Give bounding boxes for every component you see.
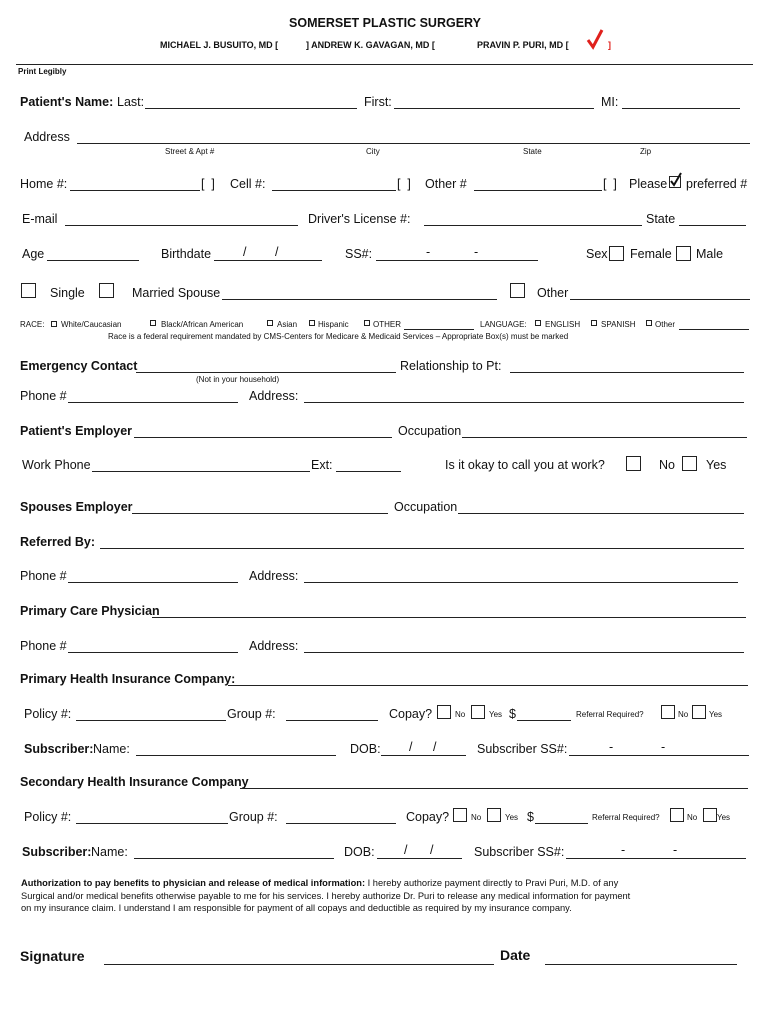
white-label: White/Caucasian: [61, 320, 122, 329]
secondary-ref-no-checkbox[interactable]: [670, 808, 684, 822]
referred-address-field[interactable]: [304, 582, 738, 583]
hispanic-checkbox[interactable]: [309, 320, 315, 326]
female-checkbox[interactable]: [609, 246, 624, 261]
primary-copay-label: Copay?: [389, 707, 433, 721]
primary-policy-field[interactable]: [76, 720, 226, 721]
secondary-subscriber-label: Subscriber:: [22, 845, 92, 859]
race-other-field[interactable]: [404, 329, 474, 330]
age-field[interactable]: [47, 260, 139, 261]
signature-field[interactable]: [104, 964, 494, 965]
secondary-policy-field[interactable]: [76, 823, 228, 824]
secondary-sub-ss-field[interactable]: [566, 858, 746, 859]
referred-address-label: Address:: [249, 569, 299, 583]
referred-phone-field[interactable]: [68, 582, 238, 583]
city-hint: City: [366, 147, 380, 156]
secondary-group-label: Group #:: [229, 810, 278, 824]
birthdate-field[interactable]: [214, 260, 322, 261]
preferred-label: preferred #: [686, 177, 748, 191]
secondary-dob-sep1: /: [404, 843, 408, 857]
ss-label: SS#:: [345, 247, 373, 261]
doctor-gavagan: ] ANDREW K. GAVAGAN, MD [: [306, 40, 435, 50]
work-phone-field[interactable]: [92, 471, 310, 472]
married-checkbox[interactable]: [99, 283, 114, 298]
race-other-checkbox[interactable]: [364, 320, 370, 326]
english-label: ENGLISH: [545, 320, 581, 329]
emergency-address-field[interactable]: [304, 402, 744, 403]
check-icon: [669, 172, 683, 188]
primary-dob-label: DOB:: [350, 742, 381, 756]
work-phone-label: Work Phone: [22, 458, 91, 472]
doctor-busuito: MICHAEL J. BUSUITO, MD [: [160, 40, 279, 50]
email-field[interactable]: [65, 225, 298, 226]
doctor-puri: PRAVIN P. PURI, MD [: [477, 40, 569, 50]
secondary-ins-label: Secondary Health Insurance Company: [20, 775, 249, 789]
pcp-label: Primary Care Physician: [20, 604, 160, 618]
secondary-sub-name-field[interactable]: [134, 858, 334, 859]
primary-dob-sep2: /: [433, 740, 437, 754]
primary-copay-yes-label: Yes: [489, 710, 503, 719]
relationship-field[interactable]: [510, 372, 744, 373]
emergency-label: Emergency Contact: [20, 359, 138, 373]
authorization-line1: I hereby authorize payment directly to Pravi Puri, M.D. of any: [365, 878, 619, 888]
cell-phone-field[interactable]: [272, 190, 396, 191]
primary-dob-sep1: /: [409, 740, 413, 754]
referred-label: Referred By:: [20, 535, 96, 549]
secondary-sub-name-label: Name:: [91, 845, 128, 859]
secondary-copay-no-label: No: [471, 813, 482, 822]
secondary-dob-label: DOB:: [344, 845, 375, 859]
referred-phone-label: Phone #: [20, 569, 67, 583]
primary-copay-amount[interactable]: [517, 720, 571, 721]
primary-policy-label: Policy #:: [24, 707, 72, 721]
secondary-ins-field[interactable]: [240, 788, 748, 789]
birthdate-label: Birthdate: [161, 247, 212, 261]
male-label: Male: [696, 247, 724, 261]
ss-sep2: -: [474, 245, 479, 259]
date-field[interactable]: [545, 964, 737, 965]
ss-field[interactable]: [376, 260, 538, 261]
doctor-puri-close: ]: [608, 40, 611, 50]
spouse-field[interactable]: [222, 299, 497, 300]
employer-label: Patient's Employer: [20, 424, 133, 438]
print-legibly: Print Legibly: [18, 67, 67, 76]
emergency-phone-label: Phone #: [20, 389, 67, 403]
primary-sub-name-label: Name:: [93, 742, 130, 756]
first-name-field[interactable]: [394, 108, 594, 109]
language-label: LANGUAGE:: [480, 320, 527, 329]
secondary-group-field[interactable]: [286, 823, 396, 824]
authorization-text: [21, 877, 741, 915]
secondary-copay-no-checkbox[interactable]: [453, 808, 467, 822]
license-label: Driver's License #:: [308, 212, 411, 226]
secondary-referral-label: Referral Required?: [592, 813, 660, 822]
primary-group-field[interactable]: [286, 720, 378, 721]
single-checkbox[interactable]: [21, 283, 36, 298]
secondary-dob-field[interactable]: [377, 858, 462, 859]
spouse-employer-field[interactable]: [132, 513, 388, 514]
state-hint: State: [523, 147, 542, 156]
pcp-field[interactable]: [152, 617, 746, 618]
first-label: First:: [364, 95, 392, 109]
asian-label: Asian: [277, 320, 298, 329]
sex-label: Sex: [586, 247, 608, 261]
black-label: Black/African American: [161, 320, 244, 329]
spanish-checkbox[interactable]: [591, 320, 597, 326]
patient-name-label: Patient's Name:: [20, 95, 114, 109]
license-state-field[interactable]: [679, 225, 746, 226]
other-status-field[interactable]: [570, 299, 750, 300]
primary-copay-no-checkbox[interactable]: [437, 705, 451, 719]
header-rule: [16, 64, 753, 65]
white-checkbox[interactable]: [51, 321, 57, 327]
secondary-dollar: $: [527, 810, 534, 824]
date-label: Date: [500, 947, 531, 963]
race-other-label: OTHER: [373, 320, 401, 329]
license-state-label: State: [646, 212, 676, 226]
secondary-ss-sep2: -: [673, 843, 678, 857]
employer-field[interactable]: [134, 437, 392, 438]
occupation-field[interactable]: [462, 437, 747, 438]
primary-subscriber-label: Subscriber:: [24, 742, 94, 756]
other-pref-box[interactable]: [ ]: [603, 177, 617, 191]
secondary-ref-yes-checkbox[interactable]: [703, 808, 717, 822]
authorization-line2: Surgical and/or medical benefits otherwise payable to me for his services. I hereby authorize Dr. Puri to release any medical information for payment: [21, 890, 631, 901]
primary-dob-field[interactable]: [381, 755, 466, 756]
pcp-phone-label: Phone #: [20, 639, 67, 653]
primary-ref-no-checkbox[interactable]: [661, 705, 675, 719]
lang-other-checkbox[interactable]: [646, 320, 652, 326]
primary-sub-ss-label: Subscriber SS#:: [477, 742, 568, 756]
primary-copay-yes-checkbox[interactable]: [471, 705, 485, 719]
primary-copay-no-label: No: [455, 710, 466, 719]
home-pref-box[interactable]: [ ]: [201, 177, 215, 191]
mi-field[interactable]: [622, 108, 740, 109]
primary-ins-field[interactable]: [228, 685, 748, 686]
race-note: Race is a federal requirement mandated by CMS-Centers for Medicare & Medicaid Services – Appropriate Box(s) must be marked: [108, 332, 569, 341]
single-label: Single: [50, 286, 85, 300]
birth-sep2: /: [275, 245, 279, 259]
lang-other-field[interactable]: [679, 329, 749, 330]
ext-label: Ext:: [311, 458, 333, 472]
primary-ref-yes-label: Yes: [709, 710, 723, 719]
call-no-label: No: [659, 458, 675, 472]
other-phone-field[interactable]: [474, 190, 602, 191]
secondary-ref-no-label: No: [687, 813, 698, 822]
asian-checkbox[interactable]: [267, 320, 273, 326]
secondary-copay-amount[interactable]: [535, 823, 588, 824]
race-label: RACE:: [20, 320, 45, 329]
relationship-label: Relationship to Pt:: [400, 359, 502, 373]
spouse-occupation-field[interactable]: [458, 513, 744, 514]
primary-ins-label: Primary Health Insurance Company:: [20, 672, 236, 686]
primary-sub-name-field[interactable]: [136, 755, 336, 756]
address-label: Address: [24, 130, 70, 144]
secondary-copay-label: Copay?: [406, 810, 450, 824]
primary-sub-ss-field[interactable]: [569, 755, 749, 756]
english-checkbox[interactable]: [535, 320, 541, 326]
not-household-hint: (Not in your household): [196, 375, 280, 384]
birth-sep1: /: [243, 245, 247, 259]
home-phone-field[interactable]: [70, 190, 200, 191]
secondary-ss-sep1: -: [621, 843, 626, 857]
primary-group-label: Group #:: [227, 707, 276, 721]
okay-call-label: Is it okay to call you at work?: [445, 458, 605, 472]
married-label: Married Spouse: [132, 286, 221, 300]
primary-ref-no-label: No: [678, 710, 689, 719]
secondary-copay-yes-checkbox[interactable]: [487, 808, 501, 822]
license-field[interactable]: [424, 225, 642, 226]
other-phone-label: Other #: [425, 177, 467, 191]
please-label: Please: [629, 177, 668, 191]
check-icon: [586, 28, 604, 50]
street-hint: Street & Apt #: [165, 147, 215, 156]
secondary-ref-yes-label: Yes: [717, 813, 731, 822]
call-yes-label: Yes: [706, 458, 727, 472]
referred-field[interactable]: [100, 548, 744, 549]
secondary-dob-sep2: /: [430, 843, 434, 857]
primary-dollar: $: [509, 707, 516, 721]
emergency-address-label: Address:: [249, 389, 299, 403]
pcp-address-label: Address:: [249, 639, 299, 653]
address-field[interactable]: [77, 143, 750, 144]
secondary-policy-label: Policy #:: [24, 810, 72, 824]
ext-field[interactable]: [336, 471, 401, 472]
primary-ref-yes-checkbox[interactable]: [692, 705, 706, 719]
occupation-label: Occupation: [398, 424, 462, 438]
ss-sep1: -: [426, 245, 431, 259]
spouse-employer-label: Spouses Employer: [20, 500, 133, 514]
hispanic-label: Hispanic: [318, 320, 349, 329]
emergency-phone-field[interactable]: [68, 402, 238, 403]
home-label: Home #:: [20, 177, 68, 191]
female-label: Female: [630, 247, 672, 261]
call-yes-checkbox[interactable]: [682, 456, 697, 471]
email-label: E-mail: [22, 212, 58, 226]
pcp-phone-field[interactable]: [68, 652, 238, 653]
call-no-checkbox[interactable]: [626, 456, 641, 471]
pcp-address-field[interactable]: [304, 652, 744, 653]
practice-name: SOMERSET PLASTIC SURGERY: [289, 16, 481, 30]
spanish-label: SPANISH: [601, 320, 636, 329]
zip-hint: Zip: [640, 147, 652, 156]
other-status-label: Other: [537, 286, 569, 300]
primary-ss-sep1: -: [609, 740, 614, 754]
mi-label: MI:: [601, 95, 619, 109]
secondary-copay-yes-label: Yes: [505, 813, 519, 822]
other-status-checkbox[interactable]: [510, 283, 525, 298]
last-name-field[interactable]: [145, 108, 357, 109]
authorization-heading: Authorization to pay benefits to physician and release of medical information:: [21, 878, 366, 888]
black-checkbox[interactable]: [150, 320, 156, 326]
age-label: Age: [22, 247, 45, 261]
secondary-sub-ss-label: Subscriber SS#:: [474, 845, 565, 859]
primary-referral-label: Referral Required?: [576, 710, 644, 719]
cell-pref-box[interactable]: [ ]: [397, 177, 411, 191]
primary-ss-sep2: -: [661, 740, 666, 754]
last-label: Last:: [117, 95, 145, 109]
lang-other-label: Other: [655, 320, 676, 329]
authorization-line3: on my insurance claim. I understand I am responsible for payment of all copays and deductible as required by my insurance company.: [21, 903, 572, 914]
signature-label: Signature: [20, 948, 85, 964]
cell-label: Cell #:: [230, 177, 266, 191]
spouse-occupation-label: Occupation: [394, 500, 458, 514]
male-checkbox[interactable]: [676, 246, 691, 261]
emergency-field[interactable]: [136, 372, 396, 373]
